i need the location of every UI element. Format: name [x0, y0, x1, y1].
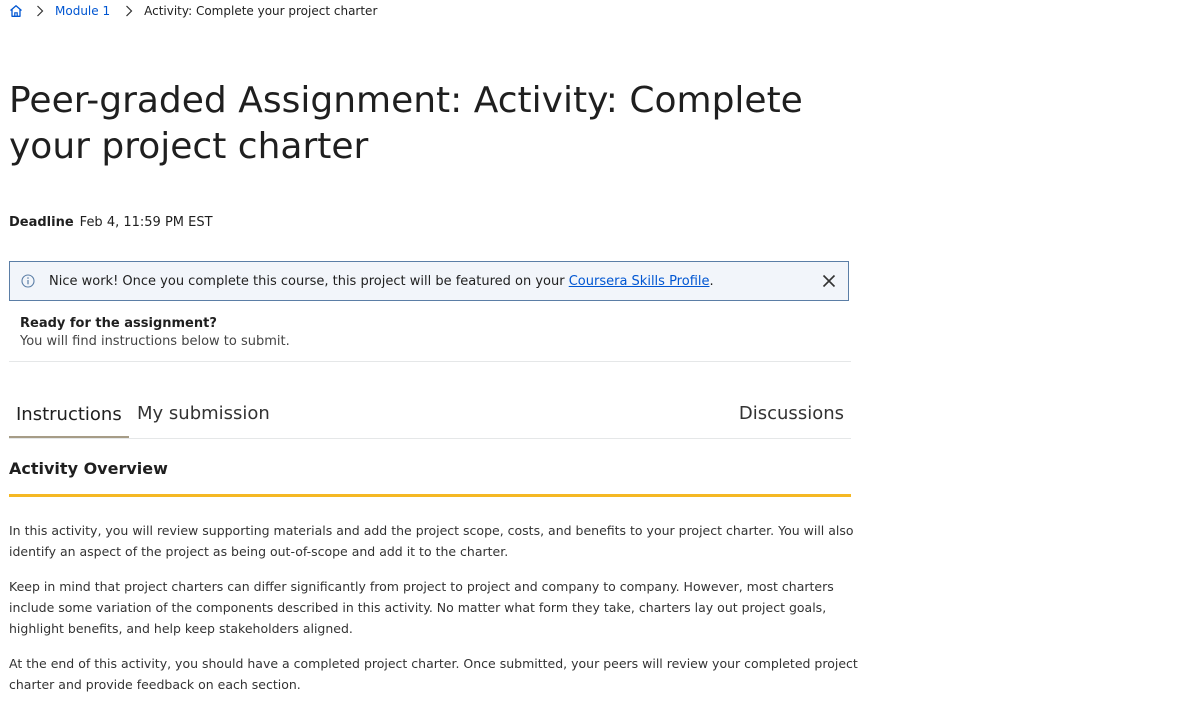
paragraph: At the end of this activity, you should have a completed project charter. Once submitted, your peers will review your completed project charter and provide feedback on each section.: [9, 656, 858, 692]
breadcrumb-module-link[interactable]: Module 1: [55, 4, 111, 18]
section-title: Activity Overview: [9, 459, 168, 478]
divider: [9, 361, 851, 362]
skills-profile-link[interactable]: Coursera Skills Profile: [568, 273, 710, 289]
breadcrumb: [9, 2, 377, 20]
tab-instructions[interactable]: Instructions: [9, 394, 129, 438]
close-icon: [820, 272, 838, 290]
deadline: [9, 213, 213, 233]
banner-text: Nice work! Once you complete this course, this project will be featured on your Coursera Skills Profile.: [49, 273, 714, 289]
tab-discussions[interactable]: Discussions: [732, 394, 851, 434]
tab-my-submission[interactable]: My submission: [130, 394, 277, 434]
deadline-label: Deadline: [9, 215, 74, 230]
skills-profile-banner: [9, 261, 849, 301]
ready-section: [20, 315, 290, 351]
ready-subtext: You will find instructions below to submit.: [20, 334, 290, 349]
paragraph: Keep in mind that project charters can differ significantly from project to project and company to company. However, most charters include some variation of the components described in this activity. No matter what form they take, charters lay out project goals, highlight benefits, and help keep stakeholders aligned.: [9, 579, 834, 636]
section-accent-bar: [9, 494, 851, 497]
banner-close-button[interactable]: [820, 272, 838, 290]
home-icon[interactable]: [9, 4, 23, 18]
tab-bar: [9, 394, 851, 439]
instructions-content: [9, 520, 859, 707]
page-title: Peer-graded Assignment: Activity: Complete your project charter: [9, 80, 803, 167]
paragraph: In this activity, you will review supporting materials and add the project scope, costs, and benefits to your project charter. You will also identify an aspect of the project as being out-of-scope and add it to the charter.: [9, 523, 854, 559]
breadcrumb-current: Activity: Complete your project charter: [144, 4, 378, 18]
chevron-right-icon: [124, 4, 134, 18]
deadline-value: Feb 4, 11:59 PM EST: [79, 215, 213, 230]
ready-heading: Ready for the assignment?: [20, 316, 217, 331]
info-icon: [21, 274, 35, 288]
chevron-right-icon: [35, 4, 45, 18]
